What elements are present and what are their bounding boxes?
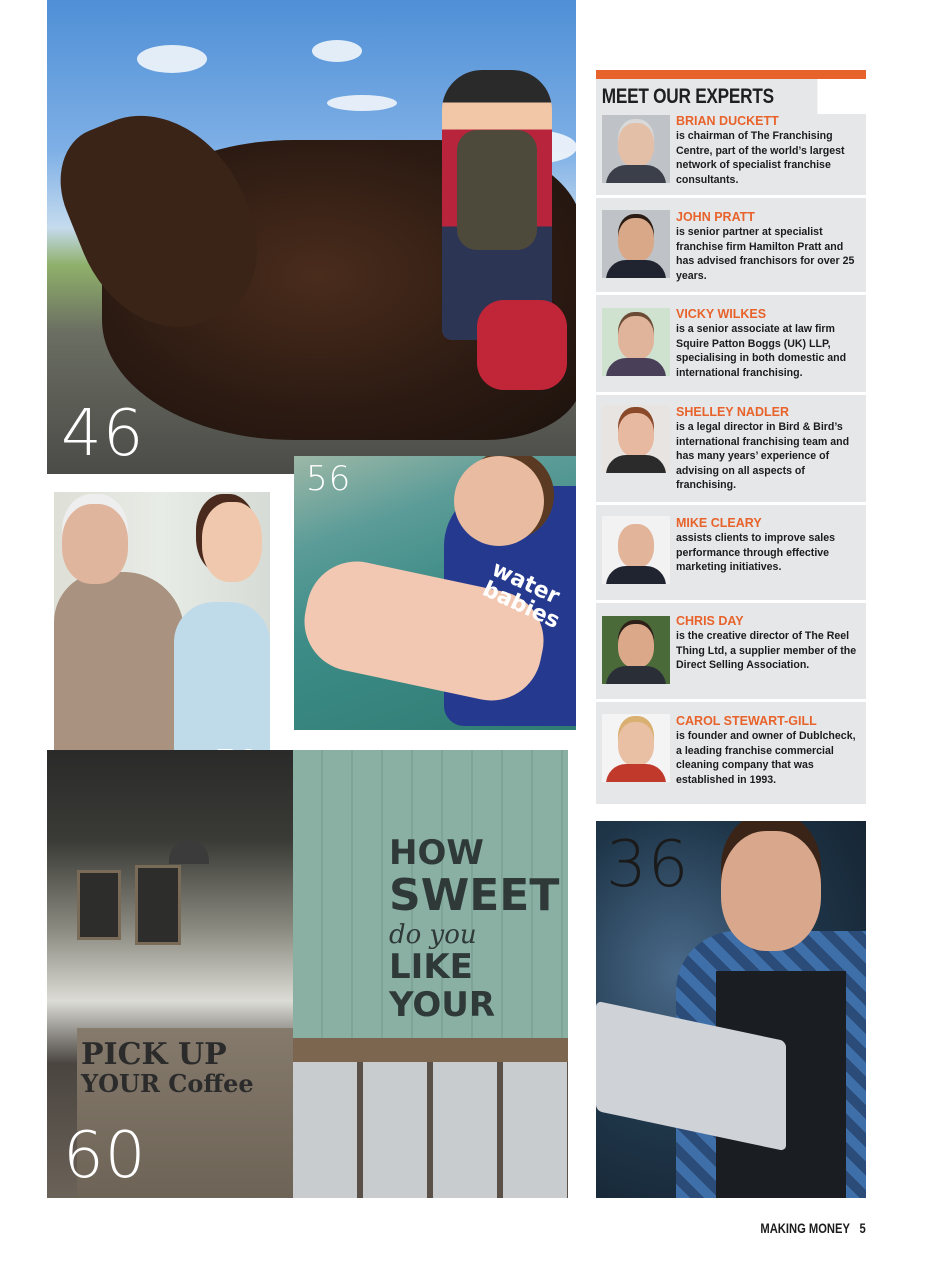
expert-bio: is founder and owner of Dublcheck, a leading franchise commercial cleaning company that was established in 1993. — [676, 730, 856, 786]
expert-name: CAROL STEWART-GILL — [676, 714, 817, 728]
expert-name: SHELLEY NADLER — [676, 405, 789, 419]
cafe-photo — [47, 750, 568, 1198]
grandpa-photo — [54, 492, 270, 786]
expert-bio: is senior partner at specialist franchise firm Hamilton Pratt and has advised franchisors for over 25 years. — [676, 226, 855, 282]
expert-portrait — [602, 405, 670, 473]
expert-name: MIKE CLEARY — [676, 516, 762, 530]
expert-mike-cleary — [596, 505, 866, 600]
expert-chris-day — [596, 603, 866, 699]
expert-bio: is chairman of The Franchising Centre, part of the world’s largest network of specialist franchise consultants. — [676, 130, 845, 186]
page-ref-56: 56 — [306, 459, 352, 499]
expert-name: VICKY WILKES — [676, 307, 767, 321]
page-ref-36: 36 — [606, 828, 690, 902]
meet-our-experts-panel — [596, 70, 866, 804]
baby-swim-photo — [294, 456, 576, 730]
expert-brian-duckett — [596, 114, 866, 195]
page-ref-46: 46 — [61, 397, 145, 471]
expert-portrait — [602, 308, 670, 376]
expert-portrait — [602, 115, 670, 183]
page-ref-60: 60 — [63, 1119, 147, 1193]
magazine-title: MAKING MONEY — [760, 1220, 851, 1236]
expert-portrait — [602, 516, 670, 584]
expert-john-pratt — [596, 198, 866, 292]
expert-portrait — [602, 714, 670, 782]
wall-lettering: HOW SWEET do you LIKE YOUR — [389, 833, 560, 1025]
expert-portrait — [602, 210, 670, 278]
expert-vicky-wilkes — [596, 295, 866, 392]
expert-portrait — [602, 616, 670, 684]
horse-rider-photo — [47, 0, 576, 474]
counter-sign: PICK UP YOUR Coffee — [81, 1037, 254, 1098]
expert-shelley-nadler — [596, 395, 866, 502]
expert-bio: assists clients to improve sales performance through effective marketing initiatives. — [676, 532, 835, 574]
water-babies-logo: water babies — [478, 556, 564, 635]
experts-heading: MEET OUR EXPERTS — [596, 79, 817, 114]
expert-name: CHRIS DAY — [676, 614, 744, 628]
expert-name: JOHN PRATT — [676, 210, 755, 224]
expert-bio: is the creative director of The Reel Thing Ltd, a supplier member of the Direct Selling Association. — [676, 630, 857, 672]
expert-carol-stewart-gill — [596, 702, 866, 804]
barista-laptop-photo — [596, 821, 866, 1198]
page-number: 5 — [859, 1220, 866, 1236]
page-footer — [761, 1220, 866, 1236]
expert-bio: is a senior associate at law firm Squire Patton Boggs (UK) LLP, specialising in both domestic and international franchising. — [676, 323, 847, 379]
expert-bio: is a legal director in Bird & Bird’s international franchising team and has many years’ experience of advising on all aspects of franchising. — [676, 421, 850, 492]
accent-bar — [596, 70, 866, 79]
expert-name: BRIAN DUCKETT — [676, 114, 779, 128]
